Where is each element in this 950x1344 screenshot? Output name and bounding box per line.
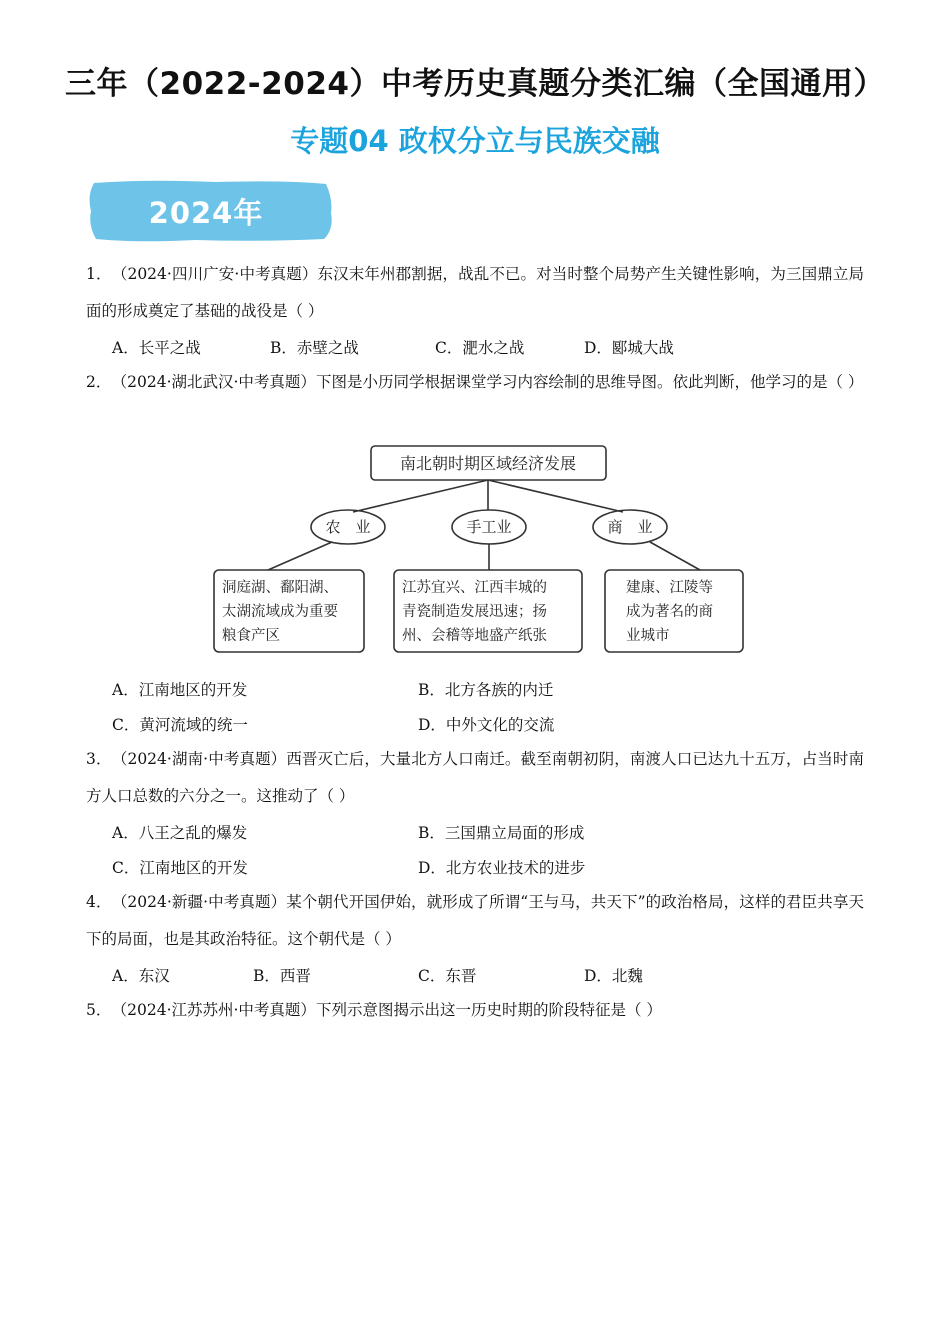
- question-source: （2024·湖北武汉·中考真题）: [119, 373, 316, 391]
- question-number: 5．: [86, 1001, 112, 1019]
- mind-map-detail-line: 太湖流域成为重要: [222, 604, 338, 620]
- year-badge: [86, 179, 334, 243]
- question-3: [86, 741, 864, 815]
- mind-map-detail-line: 成为著名的商: [626, 604, 713, 620]
- mind-map-detail-line: 粮食产区: [222, 628, 280, 644]
- question-stem: 东汉末年州郡割据，战乱不已。对当时整个局势产生关键性影响，为三国鼎立局面的形成奠定了基础的战役是（ ）: [86, 265, 864, 320]
- question-number: 1．: [86, 265, 112, 283]
- option-d[interactable]: D．北方农业技术的进步: [418, 859, 586, 877]
- mind-map-detail-line: 业城市: [626, 628, 670, 644]
- question-4: [86, 884, 864, 958]
- option-b[interactable]: B．赤壁之战: [270, 339, 359, 357]
- option-c[interactable]: C．江南地区的开发: [112, 859, 248, 877]
- mind-map-detail-line: 青瓷制造发展迅速；扬: [402, 604, 547, 620]
- mind-map-detail-line: 建康、江陵等: [626, 580, 713, 596]
- mind-map-diagram: [208, 440, 753, 662]
- question-source: （2024·新疆·中考真题）: [119, 893, 287, 911]
- option-d[interactable]: D．郾城大战: [584, 339, 674, 357]
- question-stem: 某个朝代开国伊始，就形成了所谓“王与马，共天下”的政治格局，这样的君臣共享天下的局面，也是其政治特征。这个朝代是（ ）: [86, 893, 864, 948]
- option-c[interactable]: C．东晋: [418, 967, 477, 985]
- option-b[interactable]: B．北方各族的内迁: [418, 681, 554, 699]
- option-b[interactable]: B．西晋: [253, 967, 311, 985]
- mind-map-detail-line: 洞庭湖、鄱阳湖、: [222, 580, 338, 596]
- mind-map-detail-line: 州、会稽等地盛产纸张: [402, 628, 547, 644]
- question-2: [86, 364, 864, 401]
- mind-map-branch-label: 手工业: [466, 518, 512, 536]
- mind-map-detail-line: 江苏宜兴、江西丰城的: [402, 580, 547, 596]
- question-1: [86, 256, 864, 330]
- option-a[interactable]: A．东汉: [112, 967, 170, 985]
- question-number: 2．: [86, 373, 112, 391]
- option-c[interactable]: C．淝水之战: [435, 339, 525, 357]
- document-title: 三年（2022-2024）中考历史真题分类汇编（全国通用）: [65, 66, 885, 102]
- mind-map-branch-label: 农 业: [325, 518, 371, 536]
- question-source: （2024·湖南·中考真题）: [119, 750, 287, 768]
- option-a[interactable]: A．八王之乱的爆发: [112, 824, 248, 842]
- question-5: [86, 992, 864, 1029]
- mind-map-branch-label: 商 业: [607, 518, 653, 536]
- question-stem: 西晋灭亡后，大量北方人口南迁。截至南朝初阴，南渡人口已达九十五万，占当时南方人口总数的六分之一。这推动了（ ）: [86, 750, 864, 805]
- question-source: （2024·江苏苏州·中考真题）: [119, 1001, 316, 1019]
- option-a[interactable]: A．长平之战: [112, 339, 201, 357]
- question-source: （2024·四川广安·中考真题）: [119, 265, 318, 283]
- option-b[interactable]: B．三国鼎立局面的形成: [418, 824, 585, 842]
- option-c[interactable]: C．黄河流域的统一: [112, 716, 248, 734]
- year-badge-label: 2024年: [148, 196, 264, 230]
- mind-map-root-label: 南北朝时期区域经济发展: [399, 454, 577, 473]
- question-number: 3．: [86, 750, 112, 768]
- topic-subtitle: 专题04 政权分立与民族交融: [290, 124, 660, 158]
- option-d[interactable]: D．北魏: [584, 967, 643, 985]
- option-a[interactable]: A．江南地区的开发: [112, 681, 248, 699]
- question-stem: 下图是小历同学根据课堂学习内容绘制的思维导图。依此判断，他学习的是（ ）: [315, 373, 864, 391]
- option-d[interactable]: D．中外文化的交流: [418, 716, 555, 734]
- question-stem: 下列示意图揭示出这一历史时期的阶段特征是（ ）: [315, 1001, 662, 1019]
- question-number: 4．: [86, 893, 112, 911]
